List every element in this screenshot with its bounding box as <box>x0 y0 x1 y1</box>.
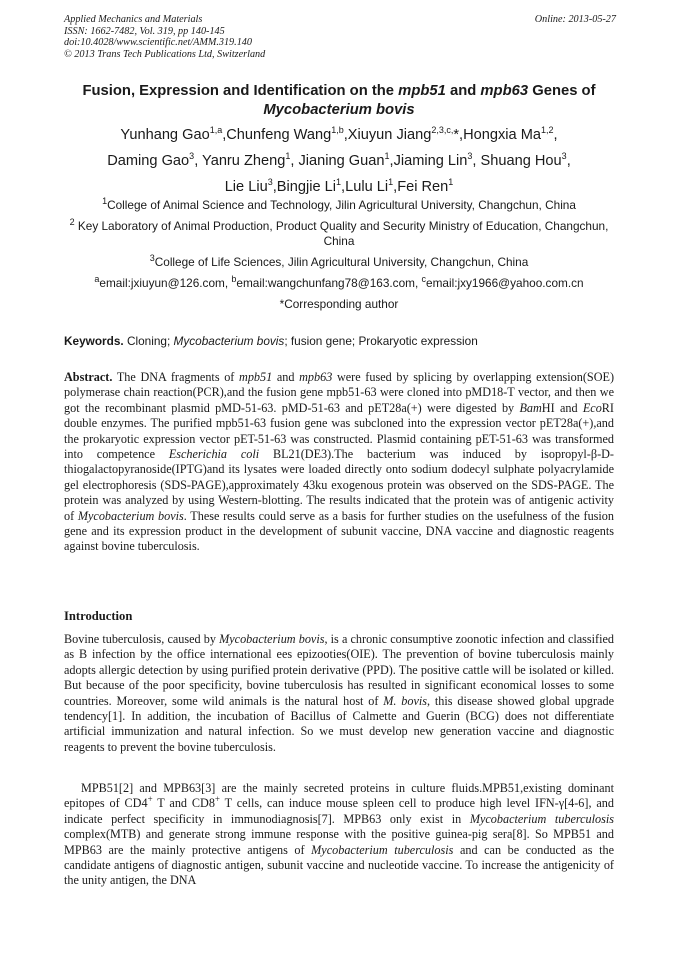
title-text: Fusion, Expression and Identification on the <box>82 83 399 99</box>
author: Shuang Hou$^3$, <box>480 151 571 169</box>
abstract-label: Abstract. <box>64 370 113 384</box>
author: Chunfeng Wang$^{1,b}$, <box>226 125 348 143</box>
title-text: and <box>445 83 481 99</box>
email-link[interactable]: email:wangchunfang78@163.com, <box>236 276 422 291</box>
title-gene-mpb51: mpb51 <box>398 83 446 99</box>
title-text: Genes of <box>528 83 596 99</box>
author: Lulu Li$^1$, <box>345 177 398 195</box>
intro-paragraph-2: MPB51[2] and MPB63[3] are the mainly secreted proteins in culture fluids.MPB51,existing dominant epitopes of CD4+ T and CD8+ T cells, can induce mouse spleen cell to produce high level IFN-γ[4-6], and indicate perfect specificity in immunodiagnosis[7]. MPB63 only exist in Mycobacterium tuberculosis complex(MTB) and generate strong immune response with the positive guinea-pig sera[8]. So MPB51 and MPB63 are the mainly protective antigens of Mycobacterium tuberculosis and can be conducted as the candidate antigens of diagnostic antigen, subunit vaccine and nucleotide vaccine. To increase the antigenicity of the unity antigen, the DNA <box>64 781 615 888</box>
affiliation-2: $^2$ Key Laboratory of Animal Production, Product Quality and Security Ministry of Education, Changchun, China <box>69 217 609 248</box>
author: Yunhang Gao$^{1,a}$, <box>120 125 227 143</box>
online-date: Online: 2013-05-27 <box>534 14 616 25</box>
affiliation-1: $^1$College of Animal Science and Technology, Jilin Agricultural University, Changchun, China <box>102 196 576 212</box>
keywords-label: Keywords. <box>64 334 124 348</box>
email-link[interactable]: email:jxy1966@yahoo.com.cn <box>426 276 584 291</box>
section-heading-introduction: Introduction <box>64 609 133 623</box>
journal-name: Applied Mechanics and Materials <box>64 14 203 25</box>
author: Bingjie Li$^1$, <box>276 177 346 195</box>
author: Xiuyun Jiang$^{2,3,c,}$*, <box>347 125 464 143</box>
author: Fei Ren$^1$ <box>397 177 454 195</box>
paper-title <box>40 82 638 120</box>
issn-line: ISSN: 1662-7482, Vol. 319, pp 140-145 <box>64 25 225 37</box>
author: Hongxia Ma$^{1,2}$, <box>463 125 558 143</box>
author: Yanru Zheng$^1$, <box>202 151 299 169</box>
author: Jiaming Lin$^3$, <box>393 151 481 169</box>
author: Jianing Guan$^1$, <box>298 151 394 169</box>
email-line: $^a$email:jxiuyun@126.com, $^b$email:wangchunfang78@163.com, $^c$email:jxy1966@yahoo.com.cn <box>94 274 584 291</box>
keywords: Keywords. Cloning; Mycobacterium bovis; fusion gene; Prokaryotic expression <box>64 334 478 348</box>
doi-line[interactable]: doi:10.4028/www.scientific.net/AMM.319.140 <box>64 37 252 49</box>
author: Daming Gao$^3$, <box>107 151 203 169</box>
affiliation-3: $^3$College of Life Sciences, Jilin Agricultural University, Changchun, China <box>149 253 529 269</box>
author-list <box>40 122 638 200</box>
author: Lie Liu$^3$, <box>224 177 277 195</box>
journal-header <box>64 14 616 60</box>
intro-paragraph-1: Bovine tuberculosis, caused by Mycobacterium bovis, is a chronic consumptive zoonotic infection and classified as B infection by the office international ees epizooties(OIE). The prevention of bovine tuberculosis mainly adopts allergic detection by using purified protein derivative (PPD). The positive cattle will be isolated or killed. But because of the poor specificity, bovine tuberculosis has resulted in significant economical losses to some countries. Moreover, some wild animals is the natural host of M. bovis, this disease showed global upgrade tendency[1]. In addition, the incubation of Bacillus of Calmette and Guerin (BCG) does not differentiate artificial immunization and natural infection. So we must develop new generation vaccine and diagnostic reagents to prevent the bovine tuberculosis. <box>64 632 614 754</box>
affiliations <box>64 198 614 319</box>
abstract: Abstract. The DNA fragments of mpb51 and mpb63 were fused by splicing by overlapping extension(SOE) polymerase chain reaction(PCR),and the fusion gene mpb51-63 were cloned into pMD18-T vector, and then we got the recombinant plasmid pMD-51-63. pMD-51-63 and pET28a(+) were digested by BamHI and EcoRI double enzymes. The purified mpb51-63 fusion gene was subcloned into the expression vector pET28a(+),and the prokaryotic expression vector pET-51-63 was constructed. Plasmid containing pET-51-63 was transformed into competence Escherichia coli BL21(DE3).The bacterium was induced by isopropyl-β-D-thiogalactopyranoside(IPTG)and its lysates were loaded directly onto sodium dodecyl sulphate polyacrylamide gel electrophoresis (SDS-PAGE),approximately 43ku exogenous protein was observed on the SDS-PAGE. The protein was analyzed by using Western-blotting. The results indicated that the protein was of antigenic activity of Mycobacterium bovis. These results could serve as a basis for further studies on the usefulness of the fusion gene and its expression product in the development of subunit vaccine, DNA vaccine and diagnostic reagents against bovine tuberculosis. <box>64 370 614 554</box>
corresponding-author-note: *Corresponding author <box>279 297 399 312</box>
email-link[interactable]: email:jxiuyun@126.com, <box>99 276 232 291</box>
title-gene-mpb63: mpb63 <box>480 83 529 99</box>
copyright-line: © 2013 Trans Tech Publications Ltd, Switzerland <box>64 48 266 60</box>
title-organism: Mycobacterium bovis <box>263 102 415 118</box>
